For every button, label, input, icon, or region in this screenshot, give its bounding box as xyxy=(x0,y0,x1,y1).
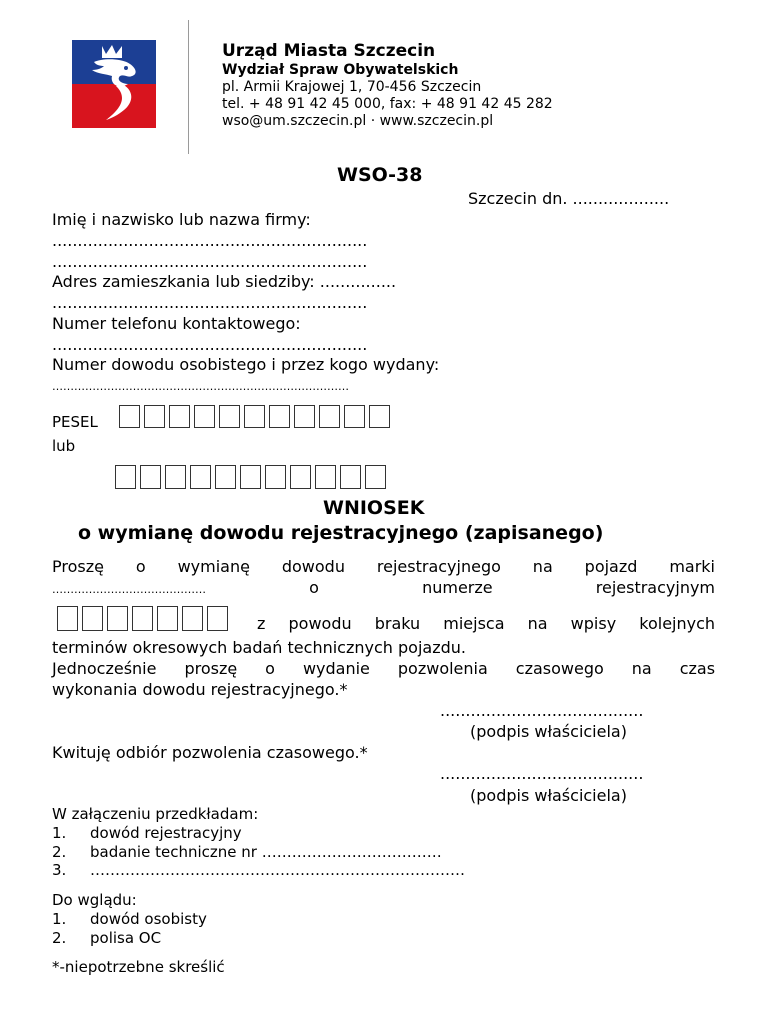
word: o xyxy=(265,659,275,678)
word: numerze xyxy=(422,578,493,597)
word: pozwolenia xyxy=(397,659,488,678)
pesel-digit-box[interactable] xyxy=(169,405,190,428)
registration-char-box[interactable] xyxy=(107,606,128,631)
owner-signature-caption-1: (podpis właściciela) xyxy=(470,722,627,741)
pesel-label: PESEL xyxy=(52,413,98,431)
pesel-digit-box[interactable] xyxy=(219,405,240,428)
pesel-digit-box[interactable] xyxy=(144,405,165,428)
owner-signature-line-1[interactable]: ........................................ xyxy=(440,701,644,720)
word: wymianę xyxy=(177,557,250,576)
phone-input-line[interactable]: .............................................................. xyxy=(52,335,368,354)
alt-id-digit-box[interactable] xyxy=(190,465,211,489)
city-logo xyxy=(72,40,156,128)
form-code: WSO-38 xyxy=(337,164,423,186)
alt-id-digit-box[interactable] xyxy=(240,465,261,489)
word: Proszę xyxy=(52,557,104,576)
word: na xyxy=(631,659,652,678)
attachments-heading: W załączeniu przedkładam: xyxy=(52,805,259,823)
office-address: pl. Armii Krajowej 1, 70-456 Szczecin xyxy=(222,79,482,95)
inspection-item-1: dowód osobisty xyxy=(90,910,207,928)
registration-char-box[interactable] xyxy=(157,606,178,631)
request-text-line-1 xyxy=(52,557,715,576)
registration-char-box[interactable] xyxy=(82,606,103,631)
word: czasowego xyxy=(515,659,604,678)
name-label: Imię i nazwisko lub nazwa firmy: xyxy=(52,210,311,229)
alt-id-digit-box[interactable] xyxy=(265,465,286,489)
alt-id-digit-box[interactable] xyxy=(140,465,161,489)
office-email-www: wso@um.szczecin.pl · www.szczecin.pl xyxy=(222,113,494,129)
pesel-digit-box[interactable] xyxy=(344,405,365,428)
word: kolejnych xyxy=(639,614,716,633)
word: czas xyxy=(679,659,716,678)
pesel-digit-box[interactable] xyxy=(319,405,340,428)
registration-char-box[interactable] xyxy=(207,606,228,631)
pesel-digit-box[interactable] xyxy=(119,405,140,428)
pesel-digit-box[interactable] xyxy=(294,405,315,428)
word: o xyxy=(309,578,319,597)
department-name: Wydział Spraw Obywatelskich xyxy=(222,62,459,78)
alt-id-digit-box[interactable] xyxy=(290,465,311,489)
word: rejestracyjnym xyxy=(595,578,716,597)
phone-label: Numer telefonu kontaktowego: xyxy=(52,314,301,333)
pesel-digit-box[interactable] xyxy=(194,405,215,428)
pesel-digit-box[interactable] xyxy=(269,405,290,428)
request-text-line-2 xyxy=(52,578,715,597)
attachment-item-2[interactable]: badanie techniczne nr ……………………………… xyxy=(90,843,442,861)
attachment-num-1: 1. xyxy=(52,824,67,842)
word: marki xyxy=(669,557,715,576)
word: Jednocześnie xyxy=(52,659,157,678)
name-input-line-2[interactable]: .............................................................. xyxy=(52,252,368,271)
header-divider xyxy=(188,20,189,154)
request-subtitle: o wymianę dowodu rejestracyjnego (zapisanego) xyxy=(78,522,604,544)
request-title: WNIOSEK xyxy=(323,497,425,519)
word: rejestracyjnego xyxy=(376,557,501,576)
inspection-heading: Do wglądu: xyxy=(52,891,137,909)
alt-id-digit-box[interactable] xyxy=(315,465,336,489)
request-text-line-3 xyxy=(257,614,715,633)
word: dowodu xyxy=(281,557,345,576)
attachment-item-1: dowód rejestracyjny xyxy=(90,824,242,842)
id-card-input-line[interactable]: ……………………………………………………………………… xyxy=(52,380,349,393)
word: proszę xyxy=(184,659,238,678)
address-input-line[interactable]: .............................................................. xyxy=(52,293,368,312)
registration-number-boxes[interactable] xyxy=(57,606,228,631)
word: braku xyxy=(374,614,421,633)
name-input-line-1[interactable]: .............................................................. xyxy=(52,231,368,250)
alt-id-digit-box[interactable] xyxy=(365,465,386,489)
inspection-num-2: 2. xyxy=(52,929,67,947)
id-card-label: Numer dowodu osobistego i przez kogo wydany: xyxy=(52,355,440,374)
place-date-field[interactable]: Szczecin dn. ................... xyxy=(468,189,670,208)
word: wydanie xyxy=(302,659,370,678)
word: na xyxy=(527,614,548,633)
word: pojazd xyxy=(584,557,638,576)
attachment-num-3: 3. xyxy=(52,861,67,879)
footnote: *-niepotrzebne skreślić xyxy=(52,958,225,976)
pesel-boxes[interactable] xyxy=(119,405,390,428)
attachment-item-3[interactable]: ………………………………………………………………… xyxy=(90,861,465,879)
address-label[interactable]: Adres zamieszkania lub siedziby: ............... xyxy=(52,272,397,291)
office-phone-fax: tel. + 48 91 42 45 000, fax: + 48 91 42 45 282 xyxy=(222,96,553,112)
alt-id-digit-box[interactable] xyxy=(215,465,236,489)
org-name: Urząd Miasta Szczecin xyxy=(222,41,436,61)
pesel-digit-box[interactable] xyxy=(244,405,265,428)
alt-id-digit-box[interactable] xyxy=(340,465,361,489)
inspection-num-1: 1. xyxy=(52,910,67,928)
alt-id-digit-box[interactable] xyxy=(115,465,136,489)
owner-signature-line-2[interactable]: ........................................ xyxy=(440,764,644,783)
word: miejsca xyxy=(443,614,505,633)
registration-char-box[interactable] xyxy=(182,606,203,631)
pesel-digit-box[interactable] xyxy=(369,405,390,428)
word: na xyxy=(532,557,553,576)
word: powodu xyxy=(288,614,352,633)
alternative-id-boxes[interactable] xyxy=(115,465,386,489)
word: …………………………………… xyxy=(52,583,206,596)
or-label: lub xyxy=(52,437,76,455)
word: z xyxy=(257,614,266,633)
registration-char-box[interactable] xyxy=(57,606,78,631)
word: o xyxy=(135,557,146,576)
alt-id-digit-box[interactable] xyxy=(165,465,186,489)
request-text-line-5 xyxy=(52,659,715,678)
owner-signature-caption-2: (podpis właściciela) xyxy=(470,786,627,805)
request-text-line-6: wykonania dowodu rejestracyjnego.* xyxy=(52,680,348,699)
registration-char-box[interactable] xyxy=(132,606,153,631)
word: wpisy xyxy=(570,614,617,633)
attachment-num-2: 2. xyxy=(52,843,67,861)
inspection-item-2: polisa OC xyxy=(90,929,162,947)
receipt-statement: Kwituję odbiór pozwolenia czasowego.* xyxy=(52,743,368,762)
request-text-line-4: terminów okresowych badań technicznych pojazdu. xyxy=(52,638,466,657)
